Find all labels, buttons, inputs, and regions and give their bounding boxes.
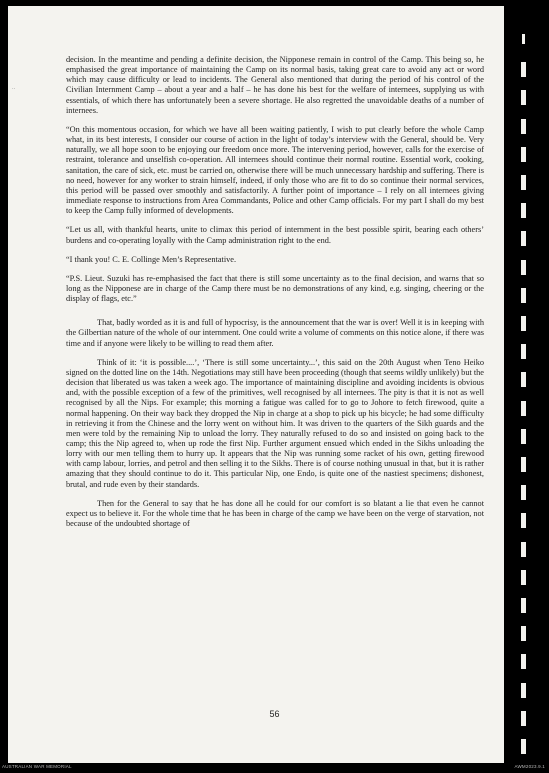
paragraph-8: Then for the General to say that he has done all he could for our comfort is so blatant a lie that even he cannot expect us to believe it. For the whole time that he has been in charge of the camp we have been on the verge of starvation, not because of the undoubted shortage of [66, 498, 484, 529]
binding-hole [521, 344, 526, 359]
paragraph-4: “I thank you! C. E. Collinge Men’s Representative. [66, 254, 237, 264]
binding-hole [521, 175, 526, 190]
binding-hole [521, 90, 526, 105]
paragraph-5: “P.S. Lieut. Suzuki has re-emphasised the fact that there is still some uncertainty as to the final decision, and warns that so long as the Nipponese are in charge of the Camp there must be no demonstrations of any kind, e.g. singing, cheering or the display of flags, etc.” [66, 273, 484, 304]
binding-hole [521, 372, 526, 387]
binding-holes [518, 0, 532, 773]
paragraph-3: “Let us all, with thankful hearts, unite to climax this period of internment in the best possible spirit, bearing each others’ burdens and co-operating loyally with the Camp administration right to the end. [66, 225, 484, 245]
binding-hole [521, 203, 526, 218]
binding-hole [521, 513, 526, 528]
binding-hole [521, 626, 526, 641]
binding-hole [521, 288, 526, 303]
margin-mark: ·· [12, 87, 16, 92]
binding-hole [521, 457, 526, 472]
page-number: 56 [269, 709, 280, 719]
binding-hole [521, 316, 526, 331]
binding-hole [521, 147, 526, 162]
binding-hole [521, 401, 526, 416]
binding-hole [521, 485, 526, 500]
binding-hole [521, 598, 526, 613]
binding-hole [521, 542, 526, 557]
paragraph-7: Think of it: ‘it is possible....’, ‘There is still some uncertainty...’, this said on the 20th August when Teno Heiko signed on the dotted line on the 14th. Negotiations may still have been proceeding (though that seems wildly unlikely) but the decision that liberated us was taken a week ago. The importance of maintaining discipline and avoiding incidents is obvious and, with the possible exception of a few of the primitives, well recognised by all internees. The pity is that it is not as well recognised by all the Nips. For example; this morning a fatigue was called for to go to Johore to fetch firewood, quite a normal happening. On their way back they dropped the Nip in charge at a shop to pick up his bicycle; he had some difficulty in retrieving it from the Chinese and the lorry went on without him. It was driven to the quarters of the Sikh guards and the men were told by the remaining Nip to unload the lorry. They naturally refused to do so and insisted on going back to the camp; this the Nip agreed to, when up rode the first Nip. Further argument ensued which ended in the Sikhs unloading the lorry with our men telling them to hurry up. It appears that the Nip was running some racket of his own, getting firewood with camp labour, lorries, and petrol and then selling it to the Sikhs. There is of course nothing unusual in that, but it is rather amazing that they should continue to do it. This particular Nip, one Endo, is quite one of the nastiest specimens; dishonest, brutal, and rude even by their standards. [66, 357, 484, 489]
binding-hole [521, 711, 526, 726]
document-body [66, 55, 484, 538]
paragraph-1: decision. In the meantime and pending a definite decision, the Nipponese remain in control of the Camp. This being so, he emphasised the great importance of maintaining the Camp on its normal basis, taking great care to avoid any act or word which may cause difficulty or lead to incidents. The General also mentioned that during the period of his control of the Civilian Internment Camp – about a year and a half – he has done his best for the welfare of internees, supplying us with essentials, of which there has unfortunately been a severe shortage. He also regretted the unavoidable deaths of a number of internees. [66, 55, 484, 115]
binding-hole [521, 739, 526, 754]
binding-hole [521, 119, 526, 134]
paragraph-6: That, badly worded as it is and full of hypocrisy, is the announcement that the war is over! Well it is in keeping with the Gilbertian nature of the whole of our internment. One could write a volume of comments on this notice alone, if there was time and if anyone were likely to be willing to read them after. [66, 318, 484, 348]
binding-hole [522, 34, 525, 44]
footer-left: AUSTRALIAN WAR MEMORIAL [2, 764, 72, 769]
binding-hole [521, 260, 526, 275]
binding-hole [521, 570, 526, 585]
binding-hole [521, 683, 526, 698]
footer-right: AWM2023.9.1 [514, 764, 545, 769]
binding-hole [521, 62, 526, 77]
binding-hole [521, 429, 526, 444]
paragraph-2: “On this momentous occasion, for which we have all been waiting patiently, I wish to put clearly before the whole Camp what, in its best interests, I consider our course of action in the light of today’s interview with the General, should be. Very naturally, we all hope soon to be enjoying our freedom once more. The intervening period, however, calls for the exercise of restraint, tolerance and unselfish co-operation. All internees should continue their normal routine. Essential work, cooking, sanitation, the care of sick, etc. must be carried on, otherwise there will be much unnecessary hardship and suffering. There is no need, however for any worker to strain himself, indeed, if only those who are fit to do so continue their normal services, this period will be passed over smoothly and satisfactorily. A further point of importance – I rely on all internees giving immediate response to instructions from Area Commandants, Police and other Camp officials. For my part I shall do my best to keep the Camp fully informed of developments. [66, 124, 484, 216]
binding-hole [521, 654, 526, 669]
binding-hole [521, 231, 526, 246]
